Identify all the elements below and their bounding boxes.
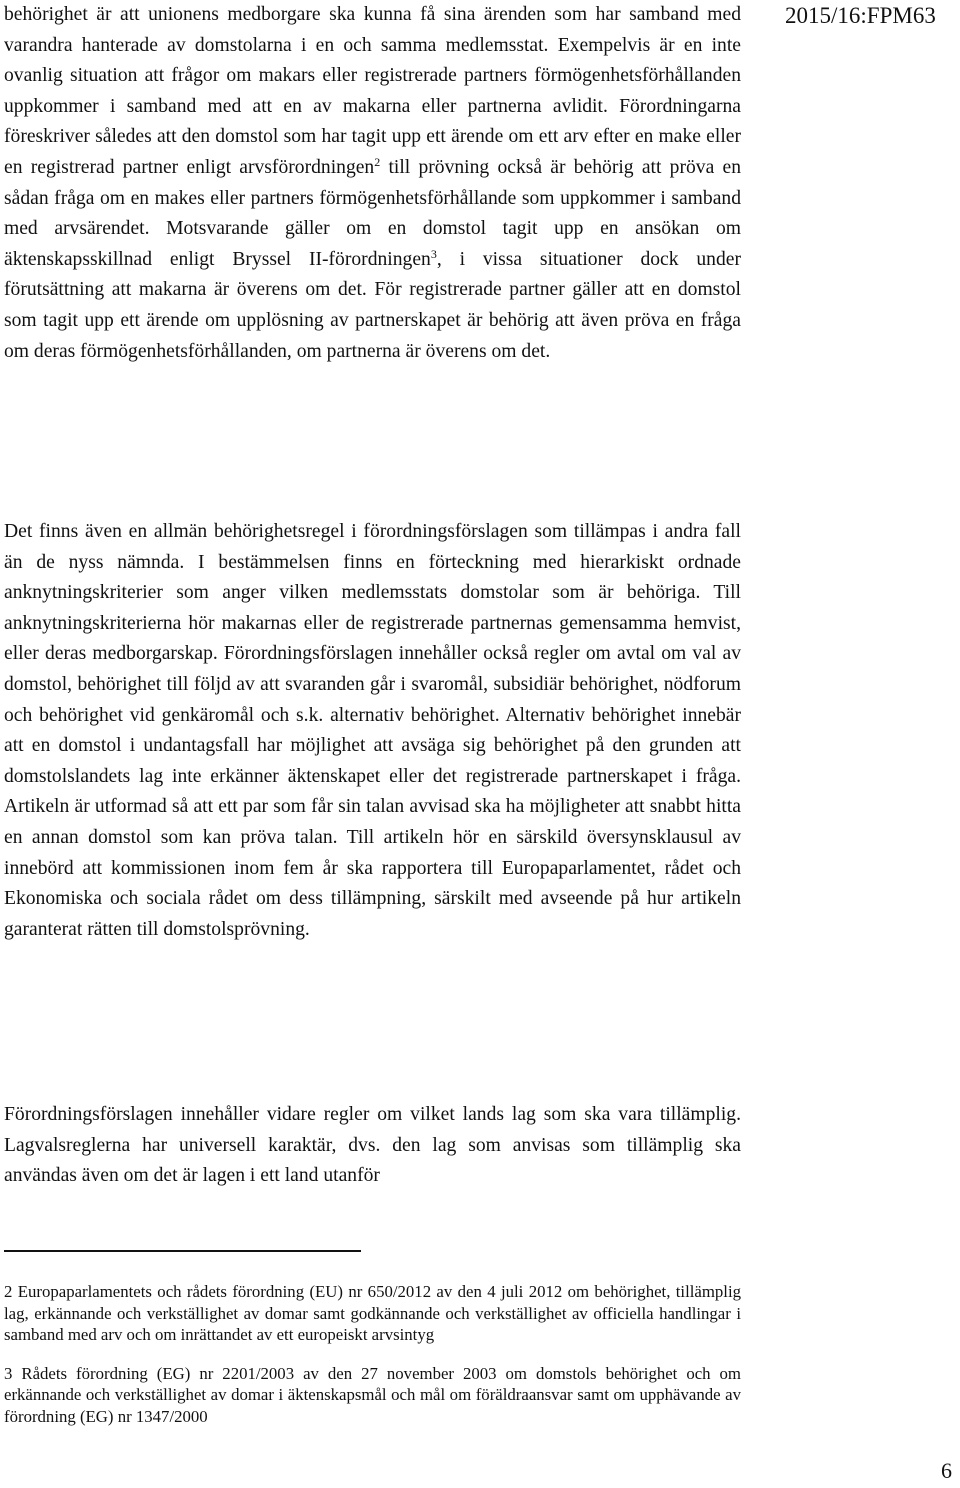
footnote-separator bbox=[4, 1250, 361, 1252]
footnote-text: Europaparlamentets och rådets förordning (EU) nr 650/2012 av den 4 juli 2012 om behörighet, tillämplig lag, erkännande och verkställighet av domar samt godkännande och verkställighet av officiella handlingar i samband med arv och om inrättandet av ett europeiskt arvsintyg bbox=[4, 1282, 741, 1344]
footnote-ref-3[interactable]: 3 bbox=[430, 246, 437, 261]
footnote-ref-2[interactable]: 2 bbox=[374, 154, 381, 169]
document-reference: 2015/16:FPM63 bbox=[785, 3, 936, 28]
footnote-3 bbox=[4, 1363, 741, 1428]
paragraph-text: till prövning också är behörig att pröva en sådan fråga om en makes eller partners förmögenhetsförhållande som uppkommer i samband med arvsärendet. Motsvarande gäller om en domstol tagit upp en ansökan om äktenskapsskillnad enligt Bryssel II-förordningen bbox=[4, 156, 741, 270]
footnote-number: 3 bbox=[4, 1363, 13, 1383]
page-number: 6 bbox=[941, 1458, 952, 1483]
paragraph-general-jurisdiction: Det finns även en allmän behörighetsregel i förordningsförslagen som tillämpas i andra fall än de nyss nämnda. I bestämmelsen finns en förteckning med hierarkiskt ordnade anknytningskriterier som anger vilken medlemsstats domstolar som är behöriga. Till anknytningskriterierna hör makarnas eller de registrerade partnernas gemensamma hemvist, eller deras medborgarskap. Förordningsförslagen innehåller också regler om avtal om val av domstol, behörighet till följd av att svaranden går i svaromål, subsidiär behörighet, nödforum och behörighet vid genkäromål och s.k. alternativ behörighet. Alternativ behörighet innebär att en domstol i undantagsfall har möjlighet att avsäga sig behörighet på den grunden att domstolslandets lag inte erkänner äktenskapet eller det registrerade partnerskapet i fråga. Artikeln är utformad så att ett par som får sin talan avvisad ska ha möjligheter att snabbt hitta en annan domstol som kan pröva talan. Till artikeln hör en särskild översynsklausul av innebörd att kommissionen inom fem år ska rapportera till Europaparlamentet, rådet och Ekonomiska och sociala rådet om dess tillämpning, särskilt med avseende på hur artikeln garanterat rätten till domstolsprövning. bbox=[4, 521, 741, 940]
paragraph-applicable-law: Förordningsförslagen innehåller vidare regler om vilket lands lag som ska vara tillämplig. Lagvalsreglerna har universell karaktär, dvs. den lag som anvisas som tillämplig ska användas även om det är lagen i ett land utanför bbox=[4, 1104, 741, 1187]
footnote-text: Rådets förordning (EG) nr 2201/2003 av den 27 november 2003 om domstols behörighet och om erkännande och verkställighet av domar i äktenskapsmål och mål om föräldraansvar samt om upphävande av förordning (EG) nr 1347/2000 bbox=[4, 1363, 741, 1426]
paragraph-text: , i vissa situationer dock under förutsättning att makarna är överens om det. För registrerade partner gäller att en domstol som tagit upp ett ärende om upplösning av partnerskapet är behörig att även pröva en fråga om deras förmögenhetsförhållanden, om partnerna är överens om det. bbox=[4, 248, 741, 362]
footnotes bbox=[4, 1281, 741, 1427]
paragraph-jurisdiction-related-matters bbox=[4, 0, 741, 367]
paragraph-text: behörighet är att unionens medborgare ska kunna få sina ärenden som har samband med varandra hanterade av domstolarna i en och samma medlemsstat. Exempelvis är en inte ovanlig situation att frågor om makars eller registrerade partners förmögenhetsförhållanden uppkommer i samband med att en av makarna eller partnerna avlidit. Förordningarna föreskriver således att den domstol som har tagit upp ett ärende om ett arv efter en make eller en registrerad partner enligt arvsförordningen bbox=[4, 4, 741, 178]
footnote-number: 2 bbox=[4, 1282, 13, 1301]
footnote-2 bbox=[4, 1281, 741, 1346]
